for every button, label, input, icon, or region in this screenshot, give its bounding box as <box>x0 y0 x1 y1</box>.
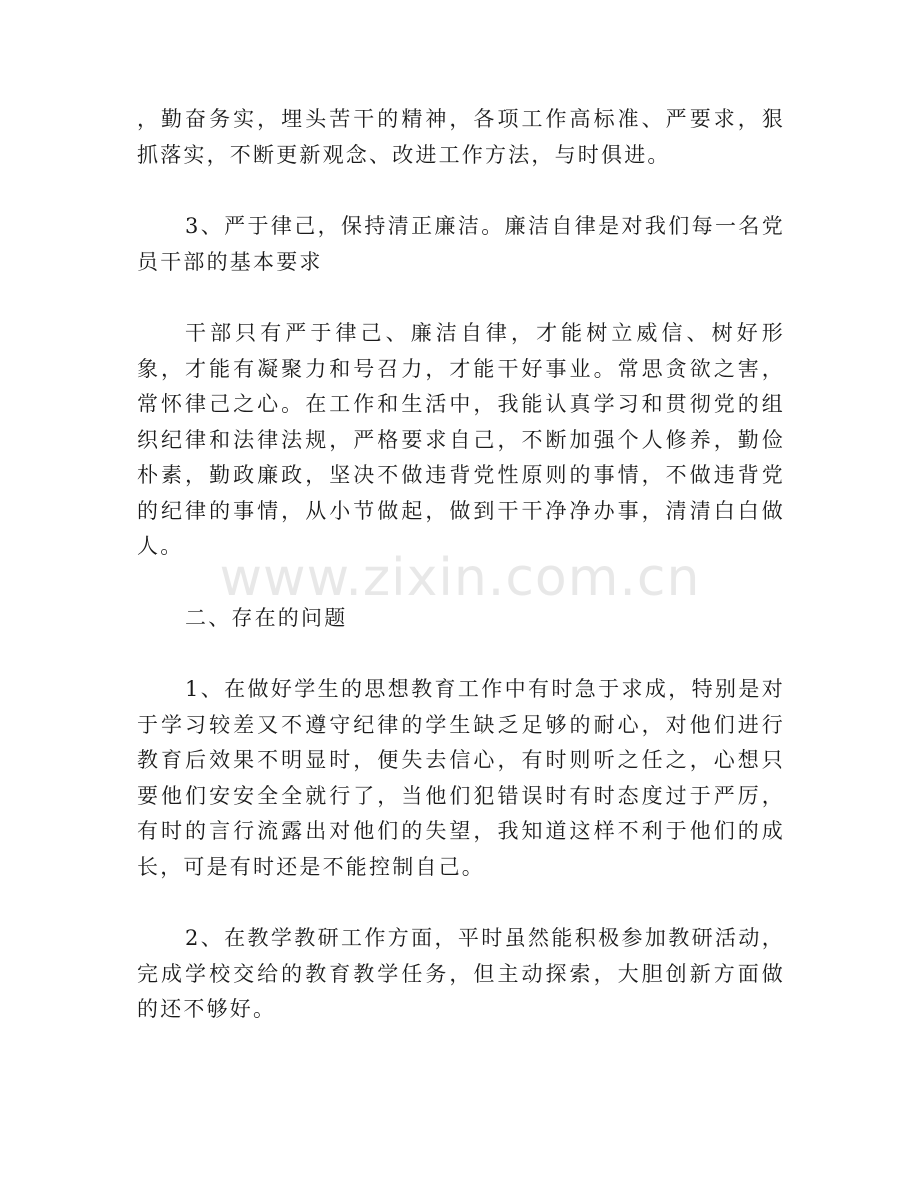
paragraph-continuation: ，勤奋务实，埋头苦干的精神，各项工作高标准、严要求，狠抓落实，不断更新观念、改进工作方法，与时俱进。 <box>137 107 785 167</box>
section-heading-problems: 二、存在的问题 <box>185 605 348 630</box>
paragraph-problem-2: 2、在教学教研工作方面，平时虽然能积极参加教研活动，完成学校交给的教育教学任务，但主动探索，大胆创新方面做的还不够好。 <box>137 926 785 1021</box>
document-body <box>137 102 785 1028</box>
paragraph-self-discipline: 3、严于律己，保持清正廉洁。廉洁自律是对我们每一名党员干部的基本要求 <box>137 214 785 274</box>
watermark: www.zixin.com.cn <box>219 548 701 608</box>
paragraph-cadre-integrity: 干部只有严于律己、廉洁自律，才能树立威信、树好形象，才能有凝聚力和号召力，才能干好事业。常思贪欲之害，常怀律己之心。在工作和生活中，我能认真学习和贯彻党的组织纪律和法律法规，严格要求自己，不断加强个人修养，勤俭朴素，勤政廉政，坚决不做违背党性原则的事情，不做违背党的纪律的事情，从小节做起，做到干干净净办事，清清白白做人。 <box>137 321 785 558</box>
paragraph-problem-1: 1、在做好学生的思想教育工作中有时急于求成，特别是对于学习较差又不遵守纪律的学生缺乏足够的耐心，对他们进行教育后效果不明显时，便失去信心，有时则听之任之，心想只要他们安安全全就行了，当他们犯错误时有时态度过于严厉，有时的言行流露出对他们的失望，我知道这样不利于他们的成长，可是有时还是不能控制自己。 <box>137 677 785 879</box>
